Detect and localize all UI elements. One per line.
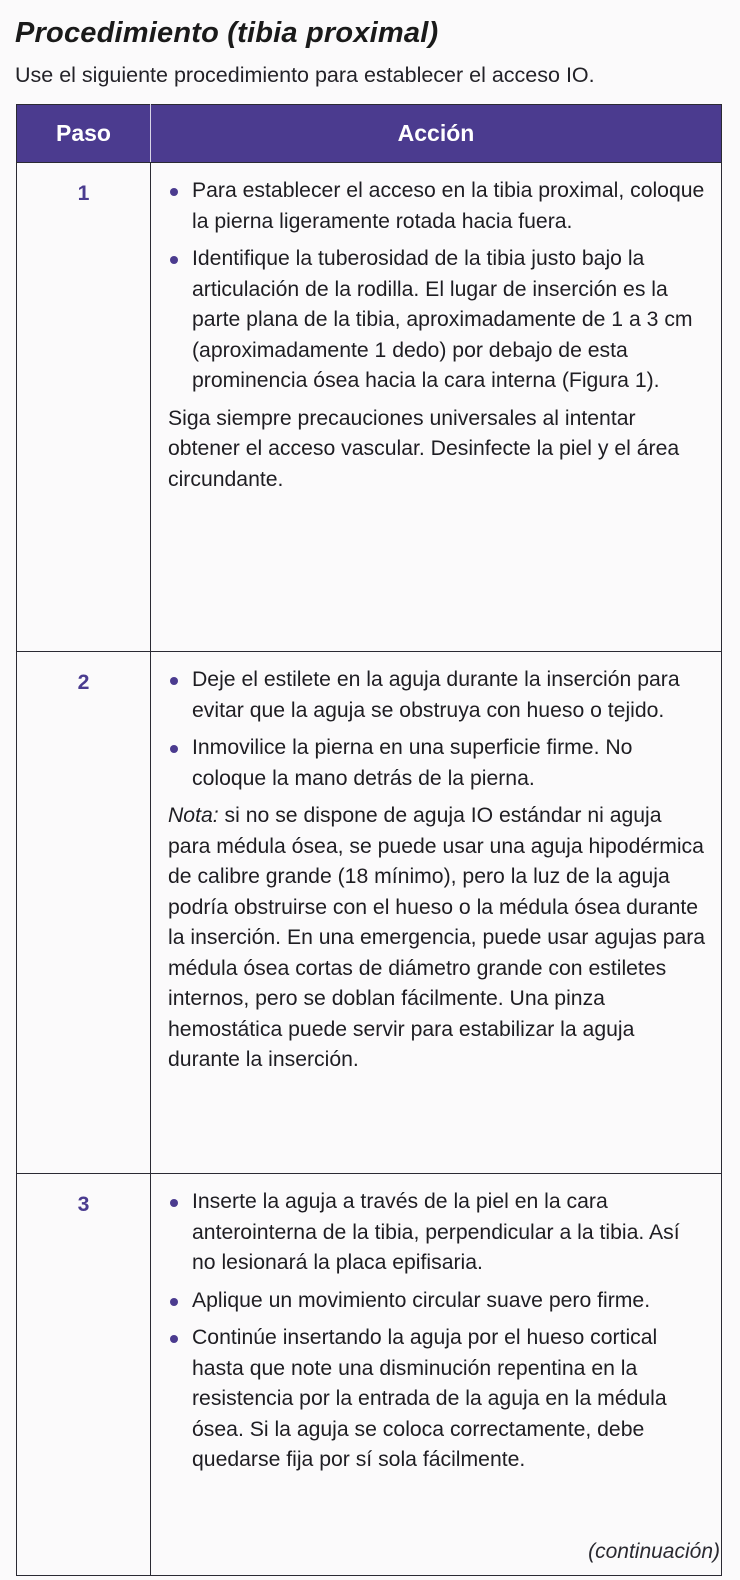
bullet-icon	[170, 1298, 178, 1306]
bullet-text: Identifique la tuberosidad de la tibia justo bajo la articulación de la rodilla. El lugar de inserción es la parte plana de la tibia, aproximadamente de 1 a 3 cm (aproximadamente 1 dedo) por debajo de esta prominencia ósea hacia la cara interna (Figura 1).	[192, 247, 693, 392]
bullet-icon	[170, 1335, 178, 1343]
note-text: si no se dispone de aguja IO estándar ni aguja para médula ósea, se puede usar una aguja hipodérmica de calibre grande (18 mínimo), pero la luz de la aguja podría obstruirse con el hueso o la médula ósea durante la inserción. En una emergencia, puede usar agujas para médula ósea cortas de diámetro grande con estiletes internos, pero se doblan fácilmente. Una pinza hemostática puede servir para estabilizar la aguja durante la inserción.	[168, 804, 706, 1071]
header-paso: Paso	[17, 105, 151, 163]
table-header-row	[17, 105, 722, 163]
bullet-text: Continúe insertando la aguja por el hueso cortical hasta que note una disminución repentina en la resistencia por la entrada de la aguja en la médula ósea. Si la aguja se coloca correctamente, debe quedarse fija por sí sola fácilmente.	[192, 1326, 667, 1471]
table-row	[17, 652, 722, 1174]
bullet-item	[168, 665, 707, 726]
bullet-icon	[170, 188, 178, 196]
page-title: Procedimiento (tibia proximal)	[15, 17, 439, 49]
step-action	[151, 163, 722, 652]
bullet-item	[168, 1323, 707, 1476]
step-number: 3	[17, 1174, 151, 1576]
note-label: Nota:	[168, 804, 219, 827]
bullet-item	[168, 1187, 707, 1279]
step-action	[151, 652, 722, 1174]
bullet-icon	[170, 1199, 178, 1207]
table-row	[17, 1174, 722, 1576]
bullet-item	[168, 1286, 707, 1317]
bullet-item	[168, 176, 707, 237]
step-number: 1	[17, 163, 151, 652]
bullet-item	[168, 733, 707, 794]
bullet-text: Para establecer el acceso en la tibia proximal, coloque la pierna ligeramente rotada hacia fuera.	[192, 179, 705, 233]
table-row	[17, 163, 722, 652]
bullet-icon	[170, 677, 178, 685]
bullet-text: Deje el estilete en la aguja durante la inserción para evitar que la aguja se obstruya con hueso o tejido.	[192, 668, 680, 722]
bullet-text: Inmovilice la pierna en una superficie firme. No coloque la mano detrás de la pierna.	[192, 736, 633, 790]
procedure-table	[16, 104, 722, 1576]
step-action	[151, 1174, 722, 1576]
step-note: Siga siempre precauciones universales al intentar obtener el acceso vascular. Desinfecte la piel y el área circundante.	[168, 406, 680, 491]
continuation-label: (continuación)	[588, 1540, 720, 1563]
step-number: 2	[17, 652, 151, 1174]
step-note	[168, 801, 707, 1076]
bullet-text: Inserte la aguja a través de la piel en la cara anterointerna de la tibia, perpendicular a la tibia. Así no lesionará la placa epifisaria.	[192, 1190, 680, 1274]
bullet-icon	[170, 256, 178, 264]
bullet-text: Aplique un movimiento circular suave pero firme.	[192, 1288, 651, 1312]
bullet-icon	[170, 745, 178, 753]
bullet-item	[168, 244, 707, 397]
page-subtitle: Use el siguiente procedimiento para establecer el acceso IO.	[15, 63, 595, 87]
header-accion: Acción	[151, 105, 722, 163]
